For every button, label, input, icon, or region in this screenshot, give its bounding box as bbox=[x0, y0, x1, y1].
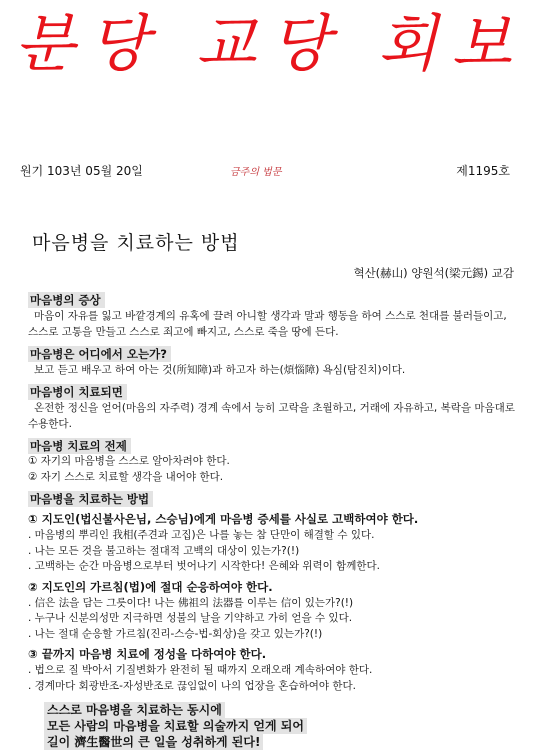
section-text-cured: 온전한 정신을 얻어(마음의 자주력) 경계 속에서 능히 고락을 초월하고, 거래에 자유하고, 복락을 마음대로 수용한다. bbox=[28, 402, 515, 430]
method-item: . 마음병의 뿌리인 我相(주견과 고집)은 나를 놓는 참 단만이 해결할 수 있다. bbox=[28, 529, 375, 541]
method-item: . 누구나 신분의성만 지극하면 성불의 날을 기약하고 가히 얻을 수 있다. bbox=[28, 612, 353, 624]
method-heading-obey: ② 지도인의 가르침(법)에 절대 순응하여야 한다. bbox=[28, 579, 273, 594]
closing-line: 길이 濟生醫世의 큰 일을 성취하게 된다! bbox=[44, 734, 263, 750]
method-heading-confess: ① 지도인(법신불사은님, 스승님)에게 마음병 증세를 사실로 고백하여야 한다. bbox=[28, 512, 419, 526]
publication-date: 원기 103년 05월 20일 bbox=[20, 164, 143, 178]
section-heading-origin: 마음병은 어디에서 오는가? bbox=[28, 346, 171, 362]
method-item: . 경계마다 회광반조-자성반조로 끊임없이 나의 업장을 혼습하여야 한다. bbox=[28, 679, 356, 692]
article-body bbox=[28, 289, 518, 694]
section-heading-premise: 마음병 치료의 전제 bbox=[28, 438, 131, 454]
method-item: . 나는 절대 순응할 가르침(진리-스승-법-회상)을 갖고 있는가?(!) bbox=[28, 627, 323, 640]
method-item: . 고백하는 순간 마음병으로부터 벗어나기 시작한다! 은혜와 위력이 함께한다. bbox=[28, 560, 381, 572]
section-heading-symptoms: 마음병의 증상 bbox=[28, 292, 105, 308]
closing-line: 모든 사람의 마음병을 치료할 의술까지 얻게 되어 bbox=[44, 718, 307, 734]
method-item: . 법으로 질 박아서 기질변화가 완전히 될 때까지 오래오래 계속하여야 한다. bbox=[28, 664, 373, 676]
series-label: 금주의 법문 bbox=[230, 167, 282, 178]
article-title: 마음병을 치료하는 방법 bbox=[32, 232, 240, 254]
method-item: . 信은 法을 담는 그릇이다! 나는 佛祖의 法器를 이루는 信이 있는가?(!) bbox=[28, 596, 354, 609]
closing-statement bbox=[44, 702, 334, 750]
section-text-origin: 보고 듣고 배우고 하여 아는 것(所知障)과 하고자 하는(煩惱障) 욕심(탐진치)이다. bbox=[34, 364, 406, 376]
method-item: . 나는 모든 것을 불고하는 절대적 고백의 대상이 있는가?(!) bbox=[28, 544, 300, 557]
masthead-title: 분당 교당 회보 bbox=[14, 7, 526, 80]
section-heading-methods: 마음병을 치료하는 방법 bbox=[28, 491, 153, 507]
section-heading-cured: 마음병이 치료되면 bbox=[28, 384, 127, 400]
section-text-symptoms: 마음이 자유를 잃고 바깥경계의 유혹에 끌려 아니할 생각과 말과 행동을 하여 스스로 천대를 불러들이고, 스스로 고통을 만들고 스스로 죄고에 빠지고, 스스로 죽을 땅에 든다. bbox=[28, 310, 507, 338]
premise-item: ② 자기 스스로 치료할 생각을 내어야 한다. bbox=[28, 470, 224, 483]
dateline bbox=[0, 162, 540, 180]
premise-item: ① 자기의 마음병을 스스로 알아차려야 한다. bbox=[28, 455, 230, 467]
closing-line: 스스로 마음병을 치료하는 동시에 bbox=[44, 702, 225, 718]
issue-number: 제1195호 bbox=[456, 164, 510, 178]
article-author: 혁산(赫山) 양원석(梁元錫) 교감 bbox=[353, 266, 514, 280]
method-heading-devotion: ③ 끝까지 마음병 치료에 정성을 다하여야 한다. bbox=[28, 647, 267, 661]
